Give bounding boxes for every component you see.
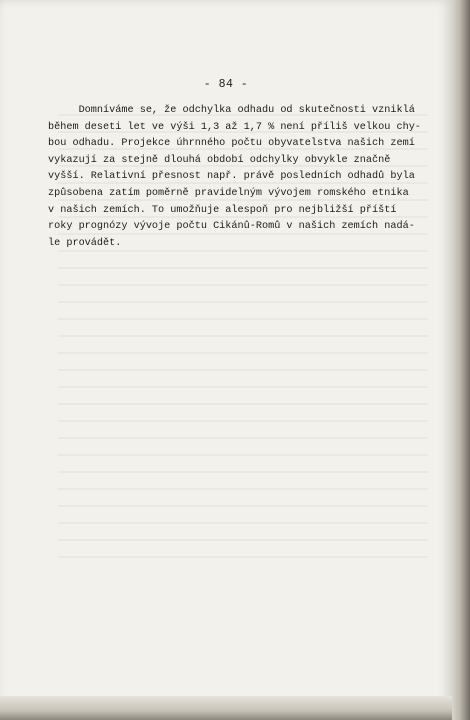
text-line: vyšší. Relativní přesnost např. právě posledních odhadů byla <box>48 171 415 183</box>
body-paragraph <box>48 103 436 252</box>
text-line: v našich zemích. To umožňuje alespoň pro nejbližší příští <box>48 204 397 216</box>
page-number: - 84 - <box>203 78 249 91</box>
text-line: vykazují za stejně dlouhá období odchylky obvykle značně <box>48 154 391 166</box>
page-stack-edge-bottom <box>0 696 452 720</box>
text-line: roky prognózy vývoje počtu Cikánů-Romů v našich zemích nadá- <box>48 221 415 233</box>
page-stack-edge-right <box>452 0 470 720</box>
text-line: během deseti let ve výši 1,3 až 1,7 % není příliš velkou chy- <box>48 121 421 133</box>
text-line: le provádět. <box>48 237 122 249</box>
text-line: bou odhadu. Projekce úhrnného počtu obyvatelstva našich zemí <box>48 138 415 150</box>
text-line: způsobena zatím poměrně pravidelným vývojem romského etnika <box>48 187 409 199</box>
text-line: Domníváme se, že odchylka odhadu od skutečnosti vzniklá <box>48 105 415 116</box>
